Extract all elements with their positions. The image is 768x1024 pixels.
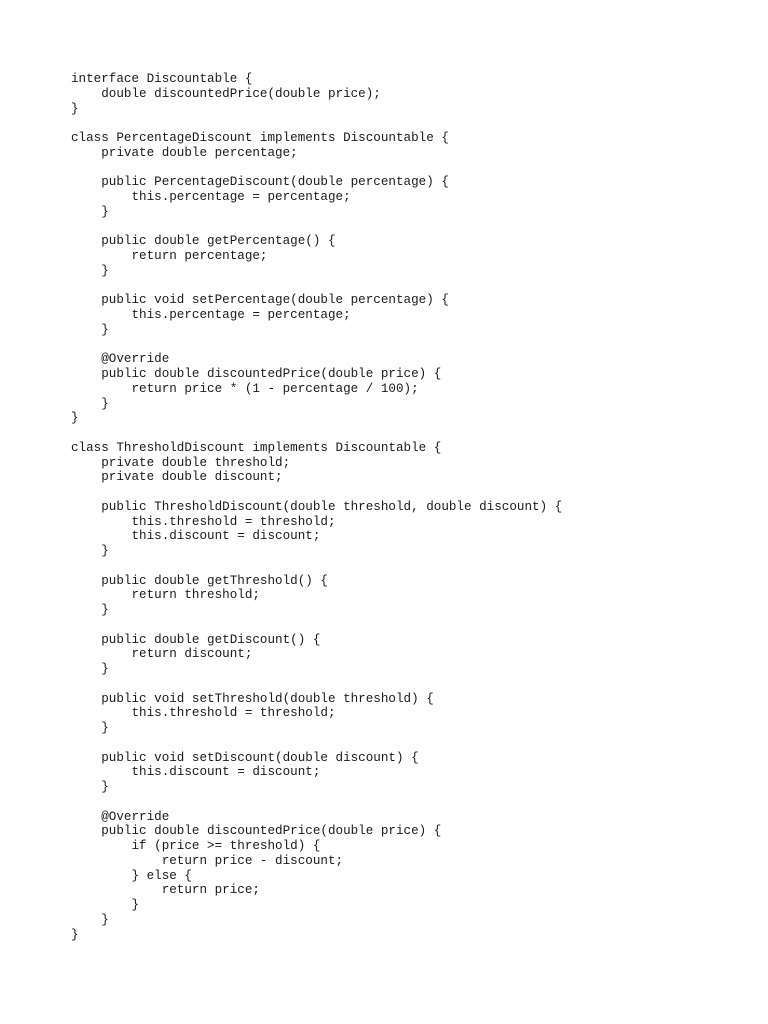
code-line: return price * (1 - percentage / 100); — [71, 381, 419, 396]
code-line — [71, 161, 562, 176]
code-line: return price - discount; — [71, 853, 344, 868]
code-line: @Override — [71, 352, 170, 367]
code-line: public void setThreshold(double threshold) { — [71, 691, 434, 706]
code-line: private double threshold; — [71, 455, 291, 470]
code-line: this.percentage = percentage; — [71, 190, 351, 204]
code-line — [71, 116, 562, 131]
code-line: public void setDiscount(double discount) { — [71, 750, 419, 765]
code-line: this.percentage = percentage; — [71, 308, 351, 322]
code-line: if (price >= threshold) { — [71, 839, 321, 853]
code-line: this.discount = discount; — [71, 765, 321, 780]
code-line: } — [71, 322, 109, 337]
code-line — [71, 279, 562, 294]
code-line: public void setPercentage(double percentage) { — [71, 293, 449, 308]
code-line: return discount; — [71, 647, 253, 662]
code-line: return threshold; — [71, 588, 260, 603]
code-line: public double getDiscount() { — [71, 632, 321, 647]
code-line: } else { — [71, 868, 192, 883]
code-line: return percentage; — [71, 249, 268, 263]
code-line: this.discount = discount; — [71, 529, 321, 544]
code-line: public double getPercentage() { — [71, 234, 336, 249]
code-line — [71, 559, 562, 574]
code-line: } — [71, 101, 79, 116]
code-line: } — [71, 662, 109, 676]
code-line: return price; — [71, 883, 260, 898]
code-block — [71, 72, 562, 942]
code-line: public double discountedPrice(double price) { — [71, 824, 442, 839]
code-line: } — [71, 721, 109, 735]
code-line: interface Discountable { — [71, 72, 253, 86]
code-line: class PercentageDiscount implements Discountable { — [71, 131, 449, 145]
code-line: this.threshold = threshold; — [71, 514, 336, 529]
code-line: public double discountedPrice(double price) { — [71, 367, 442, 381]
code-line — [71, 220, 562, 235]
code-line: } — [71, 544, 109, 558]
code-line — [71, 618, 562, 633]
code-line: } — [71, 912, 109, 927]
code-line: } — [71, 898, 140, 912]
code-line: public PercentageDiscount(double percentage) { — [71, 175, 449, 190]
code-line: } — [71, 204, 109, 219]
code-line: public double getThreshold() { — [71, 573, 328, 588]
code-line: private double percentage; — [71, 145, 298, 160]
code-line: double discountedPrice(double price); — [71, 86, 381, 101]
code-line — [71, 736, 562, 751]
code-line — [71, 677, 562, 692]
code-line: private double discount; — [71, 470, 283, 485]
code-line: public ThresholdDiscount(double threshold, double discount) { — [71, 499, 563, 514]
code-line: } — [71, 396, 109, 411]
code-line: class ThresholdDiscount implements Discountable { — [71, 440, 442, 455]
code-line: @Override — [71, 809, 170, 824]
code-line — [71, 426, 562, 441]
code-line: } — [71, 263, 109, 278]
code-line — [71, 485, 562, 500]
code-line — [71, 338, 562, 353]
code-line — [71, 795, 562, 810]
code-line: } — [71, 927, 79, 942]
code-line: } — [71, 411, 79, 426]
code-line: } — [71, 780, 109, 794]
code-line: this.threshold = threshold; — [71, 706, 336, 721]
code-line: } — [71, 603, 109, 617]
